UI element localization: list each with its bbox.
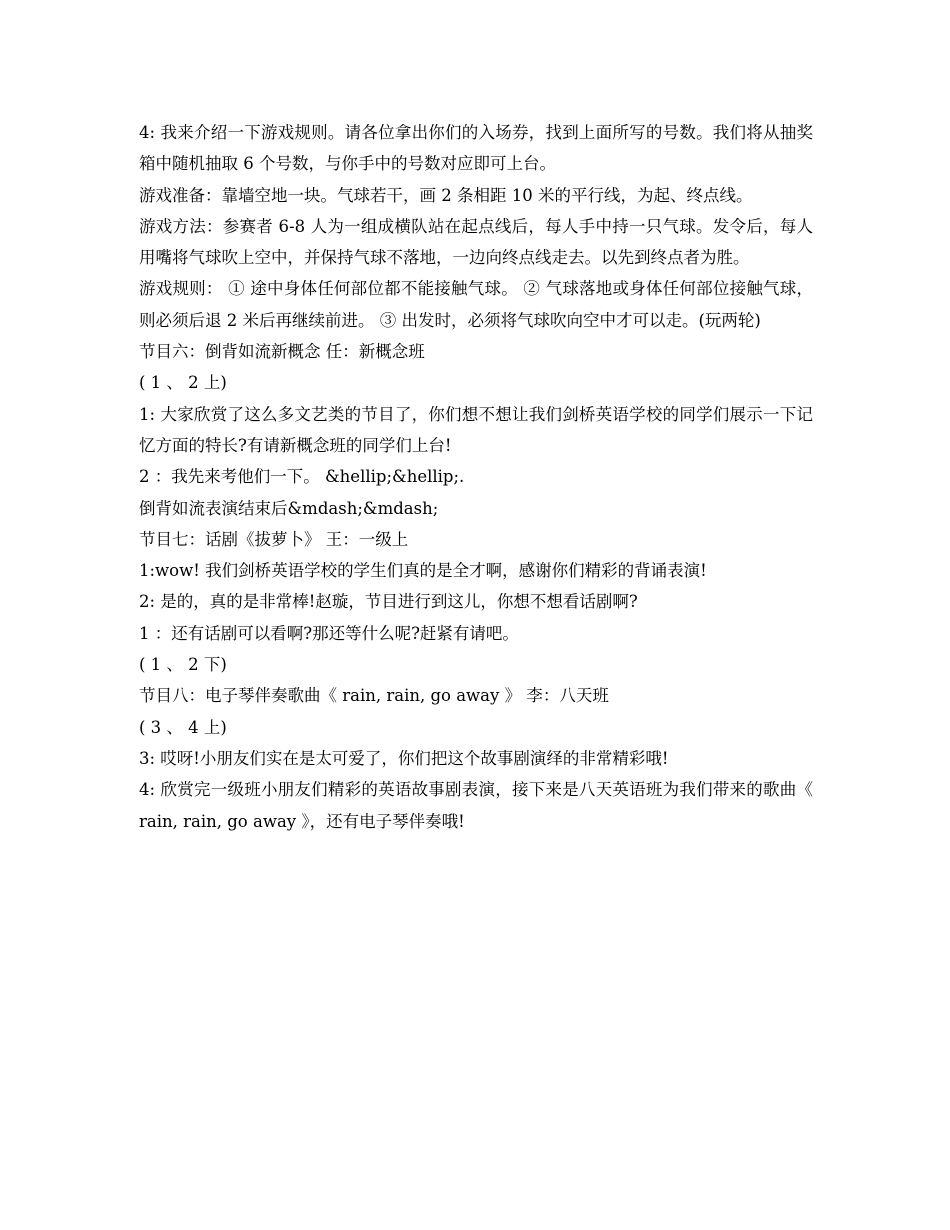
program-eight-title: 节目八：电子琴伴奏歌曲《 rain, rain, go away 》 李：八天班 [139,686,609,706]
paragraph-host-4-song: 4: 欣赏完一级班小朋友们精彩的英语故事剧表演，接下来是八天英语班为我们带来的歌曲《 rain, rain, go away 》，还有电子琴伴奏哦! [139,780,813,831]
paragraph-game-rules: 游戏规则： ① 途中身体任何部位都不能接触气球。 ② 气球落地或身体任何部位接触气球，则必须后退 2 米后再继续前进。 ③ 出发时，必须将气球吹向空中才可以走。(玩两轮) [139,279,813,330]
paragraph-host-1-memory: 1: 大家欣赏了这么多文艺类的节目了，你们想不想让我们剑桥英语学校的同学们展示一下记忆方面的特长?有请新概念班的同学们上台! [139,404,813,455]
paragraph-host-2-drama: 2: 是的，真的是非常棒!赵璇，节目进行到这儿，你想不想看话剧啊? [139,592,638,612]
document-body [139,117,813,837]
stage-direction: ( 1 、 2 上) [139,373,227,393]
program-seven-title: 节目七：话剧《拔萝卜》 王：一级上 [139,529,409,549]
paragraph-game-preparation: 游戏准备：靠墙空地一块。气球若干，画 2 条相距 10 米的平行线，为起、终点线。 [139,185,753,205]
paragraph-host-1-welcome: 1 ：还有话剧可以看啊?那还等什么呢?赶紧有请吧。 [139,623,519,643]
paragraph-host-3-cute: 3: 哎呀!小朋友们实在是太可爱了，你们把这个故事剧演绎的非常精彩哦! [139,748,669,768]
paragraph-host-1-wow: 1:wow! 我们剑桥英语学校的学生们真的是全才啊，感谢你们精彩的背诵表演! [139,561,707,581]
stage-direction: ( 1 、 2 下) [139,655,227,675]
paragraph-after-performance: 倒背如流表演结束后&mdash;&mdash; [139,498,439,518]
stage-direction: ( 3 、 4 上) [139,717,227,737]
paragraph-game-method: 游戏方法：参赛者 6-8 人为一组成横队站在起点线后，每人手中持一只气球。发令后，每人用嘴将气球吹上空中，并保持气球不落地，一边向终点线走去。以先到终点者为胜。 [139,216,813,268]
paragraph-game-rules-intro: 4: 我来介绍一下游戏规则。请各位拿出你们的入场券，找到上面所写的号数。我们将从抽奖箱中随机抽取 6 个号数，与你手中的号数对应即可上台。 [139,123,813,174]
paragraph-host-2-test: 2 ：我先来考他们一下。 &hellip;&hellip;. [139,467,465,487]
program-six-title: 节目六：倒背如流新概念 任：新概念班 [139,342,425,362]
